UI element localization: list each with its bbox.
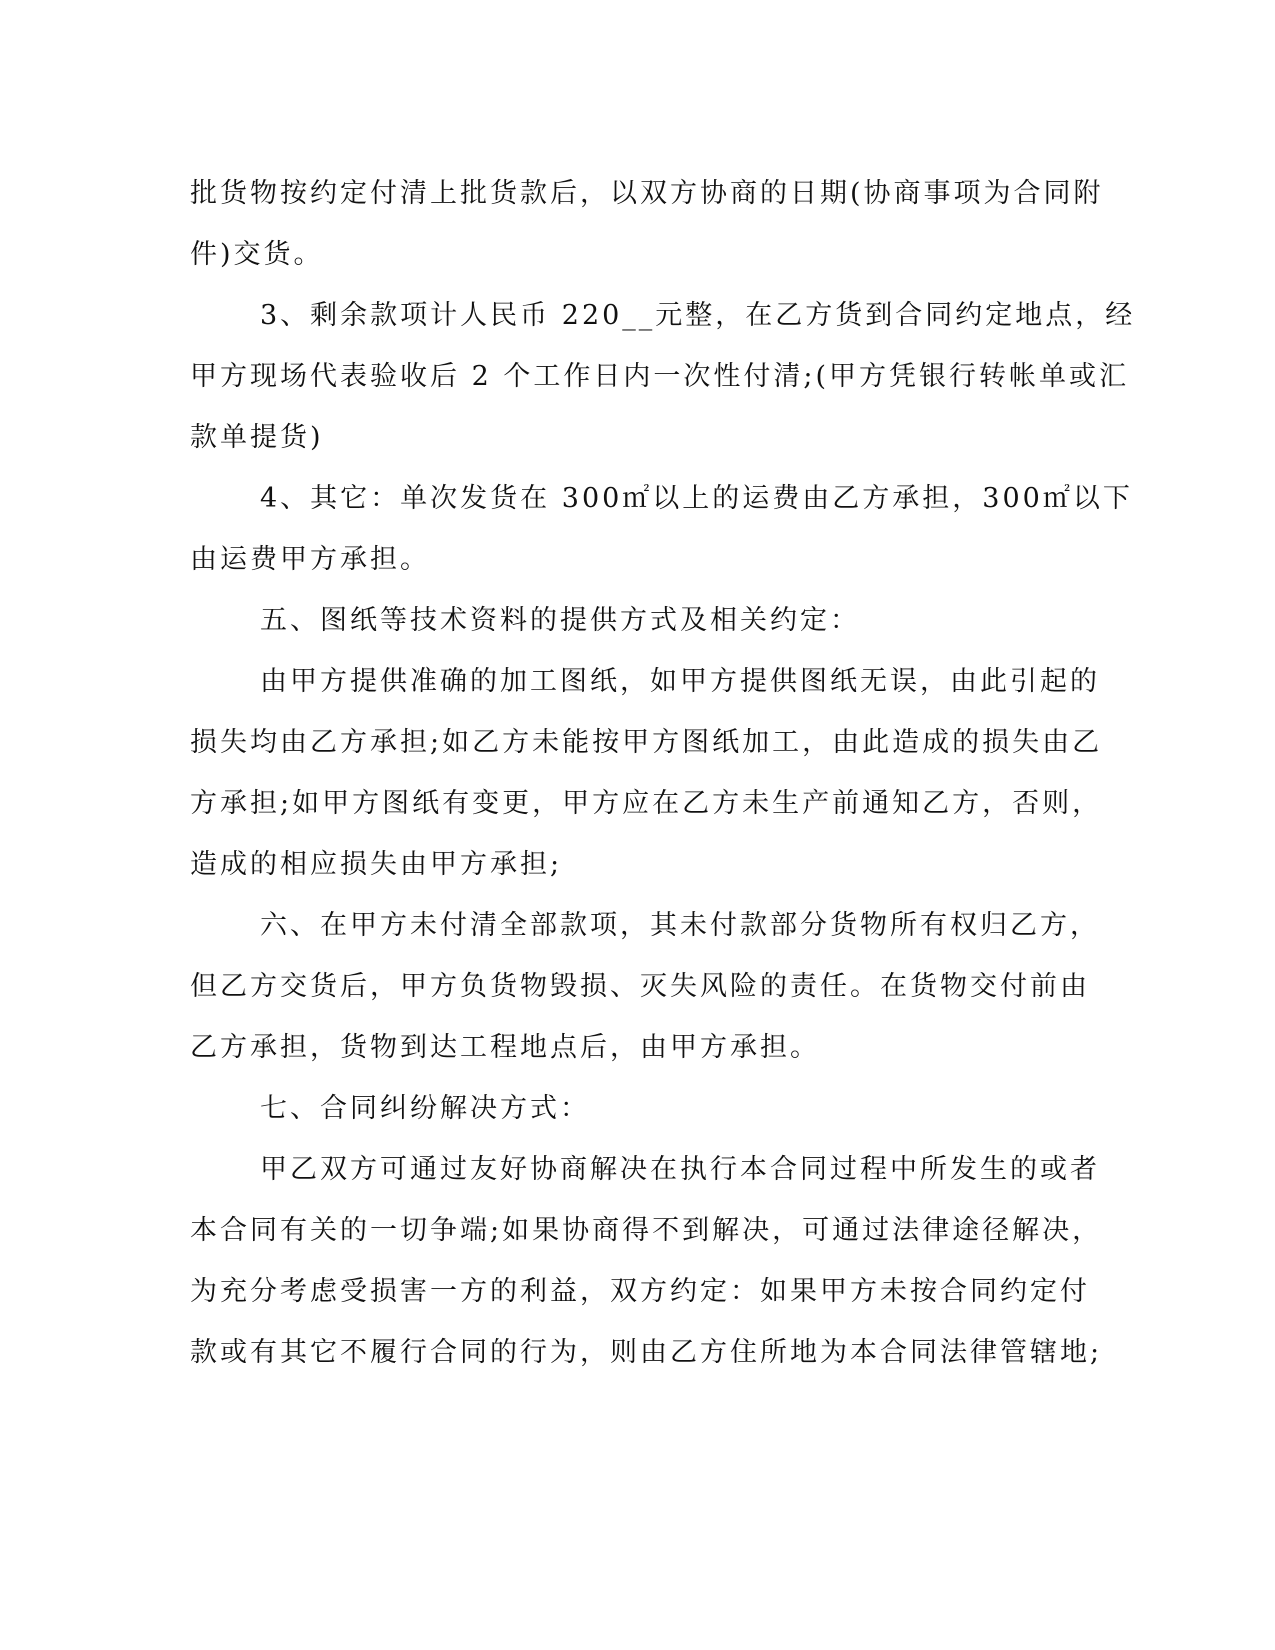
section-heading-dispute-resolution [190,1078,1080,1139]
text-line: 为充分考虑受损害一方的利益，双方约定：如果甲方未按合同约定付 [190,1276,1090,1307]
text-line: 由甲方提供准确的加工图纸，如甲方提供图纸无误，由此引起的 [260,666,1100,697]
section-heading-technical-data [190,590,1080,651]
text-line: 五、图纸等技术资料的提供方式及相关约定： [260,605,860,636]
text-line: 由运费甲方承担。 [190,544,430,575]
text-line: 七、合同纠纷解决方式： [260,1093,590,1124]
text-line: 件)交货。 [190,239,324,270]
text-line: 款或有其它不履行合同的行为，则由乙方住所地为本合同法律管辖地; [190,1337,1103,1368]
text-line: 损失均由乙方承担;如乙方未能按甲方图纸加工，由此造成的损失由乙 [190,727,1103,758]
text-line: 款单提货) [190,422,324,453]
text-line: 但乙方交货后，甲方负货物毁损、灭失风险的责任。在货物交付前由 [190,971,1090,1002]
paragraph-dispute-resolution [190,1139,1103,1383]
paragraph-remaining-payment [190,285,1136,468]
text-line: 批货物按约定付清上批货款后，以双方协商的日期(协商事项为合同附 [190,178,1104,209]
paragraph-ownership-risk [190,895,1100,1078]
text-line: 方承担;如甲方图纸有变更，甲方应在乙方未生产前通知乙方，否则， [190,788,1103,819]
paragraph-delivery-continuation [190,163,1104,285]
paragraph-other-freight [190,468,1133,590]
text-line: 4、其它：单次发货在 300㎡以上的运费由乙方承担，300㎡以下 [260,483,1133,514]
text-line: 六、在甲方未付清全部款项，其未付款部分货物所有权归乙方， [260,910,1100,941]
paragraph-drawings [190,651,1103,895]
document-body [190,163,1136,1383]
text-line: 造成的相应损失由甲方承担; [190,849,563,880]
text-line: 乙方承担，货物到达工程地点后，由甲方承担。 [190,1032,820,1063]
text-line: 甲乙双方可通过友好协商解决在执行本合同过程中所发生的或者 [260,1154,1100,1185]
text-line: 3、剩余款项计人民币 220__元整，在乙方货到合同约定地点，经 [260,300,1136,331]
text-line: 甲方现场代表验收后 2 个工作日内一次性付清;(甲方凭银行转帐单或汇 [190,361,1129,392]
text-line: 本合同有关的一切争端;如果协商得不到解决，可通过法律途径解决， [190,1215,1103,1246]
